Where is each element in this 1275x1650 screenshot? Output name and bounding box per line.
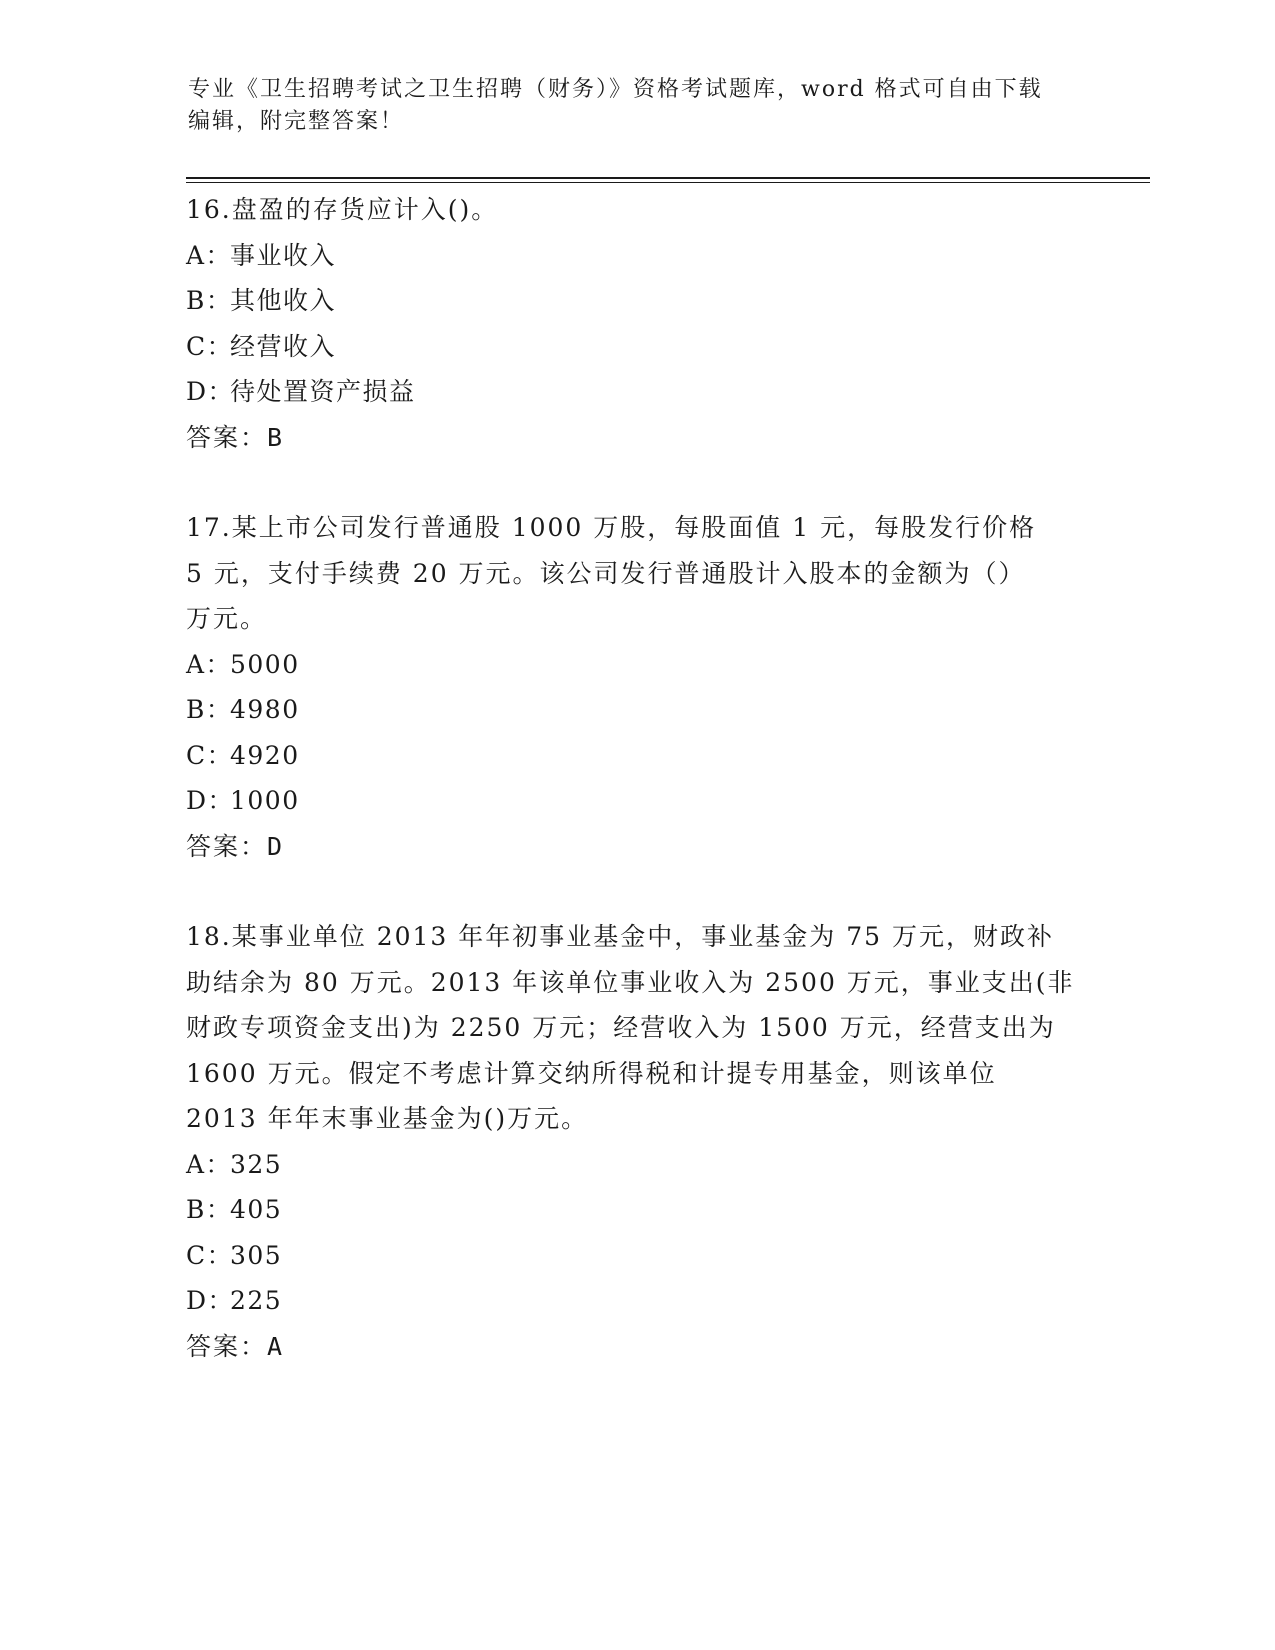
option-letter: C： <box>186 1240 234 1270</box>
question-stem-line: 1600 万元。假定不考虑计算交纳所得税和计提专用基金，则该单位 <box>186 1058 997 1088</box>
answer-label: 答案： <box>186 831 268 861</box>
option-text: 其他收入 <box>230 286 337 315</box>
option-d <box>186 778 1086 824</box>
option-a <box>186 642 1086 688</box>
option-text: 405 <box>230 1195 283 1224</box>
option-a <box>186 1142 1086 1188</box>
option-text: 1000 <box>230 786 300 815</box>
answer-value: A <box>267 1331 283 1361</box>
option-letter: B： <box>186 1195 233 1224</box>
answer-line <box>186 824 1086 870</box>
option-letter: A： <box>186 649 233 679</box>
option-b <box>186 278 1086 324</box>
option-letter: A： <box>186 240 233 270</box>
question-16 <box>186 187 1086 460</box>
document-header <box>188 74 1088 138</box>
option-text: 事业收入 <box>230 240 337 270</box>
answer-value: B <box>267 422 283 452</box>
option-letter: A： <box>186 1149 233 1179</box>
question-stem-line: 16.盘盈的存货应计入()。 <box>186 195 499 224</box>
question-stem-line: 助结余为 80 万元。2013 年该单位事业收入为 2500 万元，事业支出(非 <box>186 967 1075 997</box>
question-stem-line: 5 元，支付手续费 20 万元。该公司发行普通股计入股本的金额为（） <box>186 558 1026 588</box>
option-c <box>186 324 1086 370</box>
option-text: 4980 <box>230 695 300 724</box>
question-stem-line: 18.某事业单位 2013 年年初事业基金中，事业基金为 75 万元，财政补 <box>186 922 1054 951</box>
option-text: 325 <box>230 1149 283 1179</box>
question-17 <box>186 505 1086 869</box>
option-letter: C： <box>186 740 234 770</box>
question-stem-line: 17.某上市公司发行普通股 1000 万股，每股面值 1 元，每股发行价格 <box>186 513 1037 542</box>
option-letter: B： <box>186 695 233 724</box>
answer-label: 答案： <box>186 1331 268 1361</box>
answer-label: 答案： <box>186 422 268 452</box>
option-text: 经营收入 <box>230 331 337 361</box>
option-b <box>186 687 1086 733</box>
answer-line <box>186 1324 1086 1370</box>
question-stem <box>186 914 1086 1142</box>
option-d <box>186 1278 1086 1324</box>
question-stem <box>186 505 1086 642</box>
option-a <box>186 233 1086 279</box>
option-b <box>186 1187 1086 1233</box>
answer-line <box>186 415 1086 461</box>
header-line-2: 编辑，附完整答案！ <box>188 109 405 134</box>
question-stem-line: 2013 年年末事业基金为()万元。 <box>186 1104 589 1133</box>
question-spacer <box>186 460 1086 505</box>
question-list <box>186 187 1086 1369</box>
option-d <box>186 369 1086 415</box>
option-text: 4920 <box>230 740 300 770</box>
question-spacer <box>186 869 1086 914</box>
option-c <box>186 733 1086 779</box>
question-stem <box>186 187 1086 233</box>
option-letter: D： <box>186 1286 235 1315</box>
answer-value: D <box>267 831 283 861</box>
option-letter: D： <box>186 786 235 815</box>
question-stem-line: 财政专项资金支出)为 2250 万元；经营收入为 1500 万元，经营支出为 <box>186 1013 1056 1042</box>
option-text: 待处置资产损益 <box>230 377 416 406</box>
option-letter: D： <box>186 377 235 406</box>
question-stem-line: 万元。 <box>186 604 268 633</box>
option-c <box>186 1233 1086 1279</box>
header-divider-thick <box>186 177 1150 179</box>
header-divider-thin <box>186 182 1150 183</box>
option-text: 305 <box>230 1240 283 1270</box>
question-18 <box>186 914 1086 1369</box>
option-letter: C： <box>186 331 234 361</box>
option-text: 5000 <box>230 649 300 679</box>
option-text: 225 <box>230 1286 283 1315</box>
option-letter: B： <box>186 286 233 315</box>
header-line-1: 专业《卫生招聘考试之卫生招聘（财务）》资格考试题库，word 格式可自由下载 <box>188 77 1043 102</box>
